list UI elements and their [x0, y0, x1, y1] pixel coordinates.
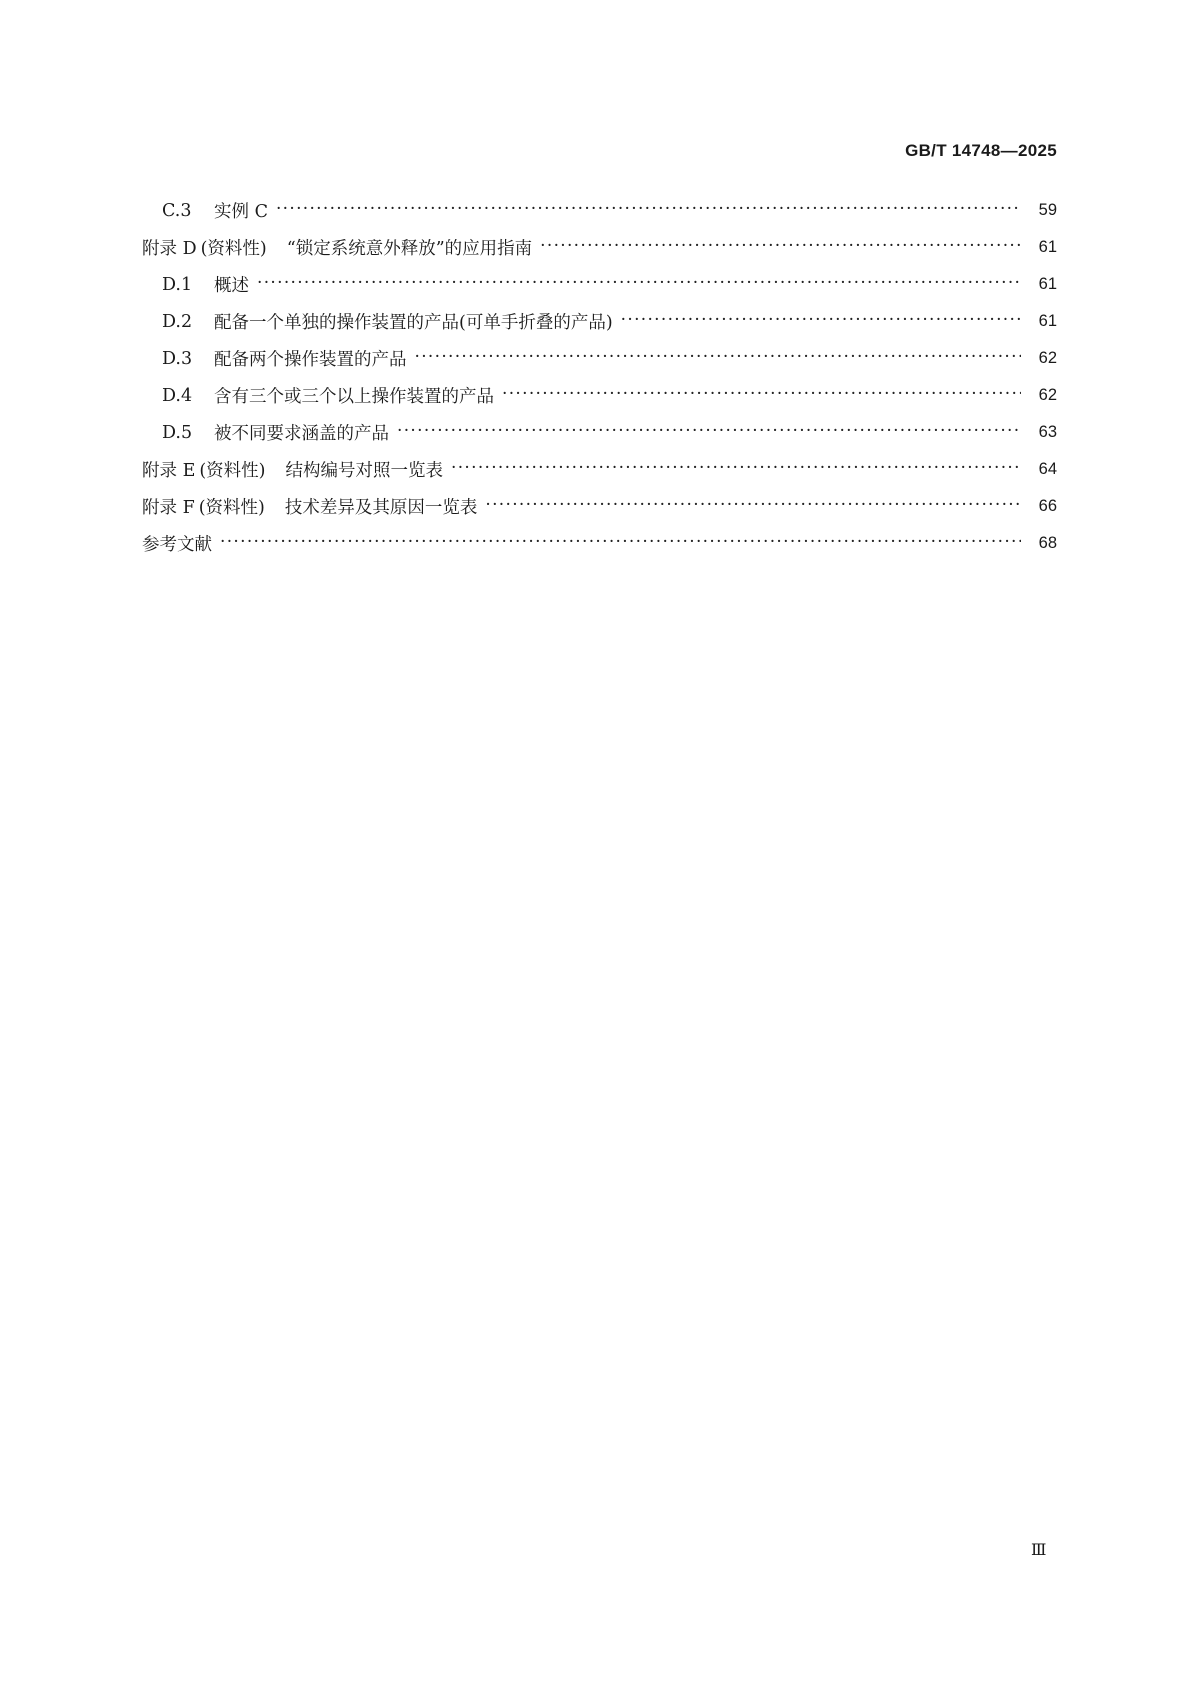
toc-leader-dots	[220, 534, 1021, 554]
toc-entry-title: 结构编号对照一览表	[285, 461, 443, 481]
toc-leader-dots	[257, 275, 1021, 295]
toc-entry-title: 参考文献	[142, 535, 212, 555]
toc-entry-title: “锁定系统意外释放”的应用指南	[286, 239, 533, 259]
toc-entry-number: C.3	[162, 200, 192, 221]
toc-entry-page: 62	[1038, 386, 1057, 404]
toc-entry-page: 61	[1038, 275, 1057, 293]
toc-entry[interactable]	[142, 229, 1057, 266]
toc-entry-title: 含有三个或三个以上操作装置的产品	[214, 387, 494, 407]
toc-leader-dots	[451, 460, 1021, 480]
toc-entry-title: 配备一个单独的操作装置的产品(可单手折叠的产品)	[214, 313, 613, 333]
toc-leader-dots	[540, 238, 1021, 258]
toc-entry-number: 附录 F	[142, 498, 195, 518]
toc-entry-annex-type: (资料性)	[199, 461, 266, 481]
toc-entry[interactable]	[142, 488, 1057, 525]
toc-entry-title: 概述	[214, 276, 249, 296]
toc-leader-dots	[276, 201, 1021, 221]
toc-entry-number: D.2	[162, 311, 193, 332]
toc-entry-page: 62	[1038, 349, 1057, 367]
toc-entry-page: 64	[1038, 460, 1057, 478]
toc-entry-page: 68	[1038, 534, 1057, 552]
toc-entry[interactable]	[142, 377, 1057, 414]
toc-entry-page: 63	[1038, 423, 1057, 441]
toc-leader-dots	[502, 386, 1021, 406]
toc-entry-title: 实例 C	[214, 202, 268, 222]
toc-entry-title: 配备两个操作装置的产品	[214, 350, 407, 370]
toc-entry[interactable]	[142, 340, 1057, 377]
toc-entry[interactable]	[142, 303, 1057, 340]
toc-entry-number: D.5	[162, 422, 193, 443]
toc-entry-number: 附录 D	[142, 239, 197, 259]
table-of-contents	[142, 192, 1057, 562]
toc-entry-page: 61	[1038, 238, 1057, 256]
toc-entry-page: 66	[1038, 497, 1057, 515]
toc-leader-dots	[621, 312, 1021, 332]
toc-entry-title: 被不同要求涵盖的产品	[214, 424, 389, 444]
toc-leader-dots	[415, 349, 1022, 369]
toc-entry-number: 附录 E	[142, 461, 196, 481]
toc-entry[interactable]	[142, 414, 1057, 451]
toc-entry-page: 59	[1038, 201, 1057, 219]
page-number: Ⅲ	[1031, 1540, 1047, 1559]
toc-entry[interactable]	[142, 451, 1057, 488]
toc-entry[interactable]	[142, 192, 1057, 229]
toc-entry[interactable]	[142, 266, 1057, 303]
toc-entry-number: D.3	[162, 348, 193, 369]
toc-leader-dots	[397, 423, 1021, 443]
toc-leader-dots	[485, 497, 1021, 517]
toc-entry-title: 技术差异及其原因一览表	[284, 498, 478, 518]
toc-entry[interactable]	[142, 525, 1057, 562]
standard-code: GB/T 14748—2025	[905, 141, 1057, 160]
toc-entry-number: D.1	[162, 274, 193, 295]
toc-entry-page: 61	[1038, 312, 1057, 330]
toc-entry-number: D.4	[162, 385, 193, 406]
toc-entry-annex-type: (资料性)	[200, 239, 267, 259]
toc-entry-annex-type: (资料性)	[198, 498, 265, 518]
